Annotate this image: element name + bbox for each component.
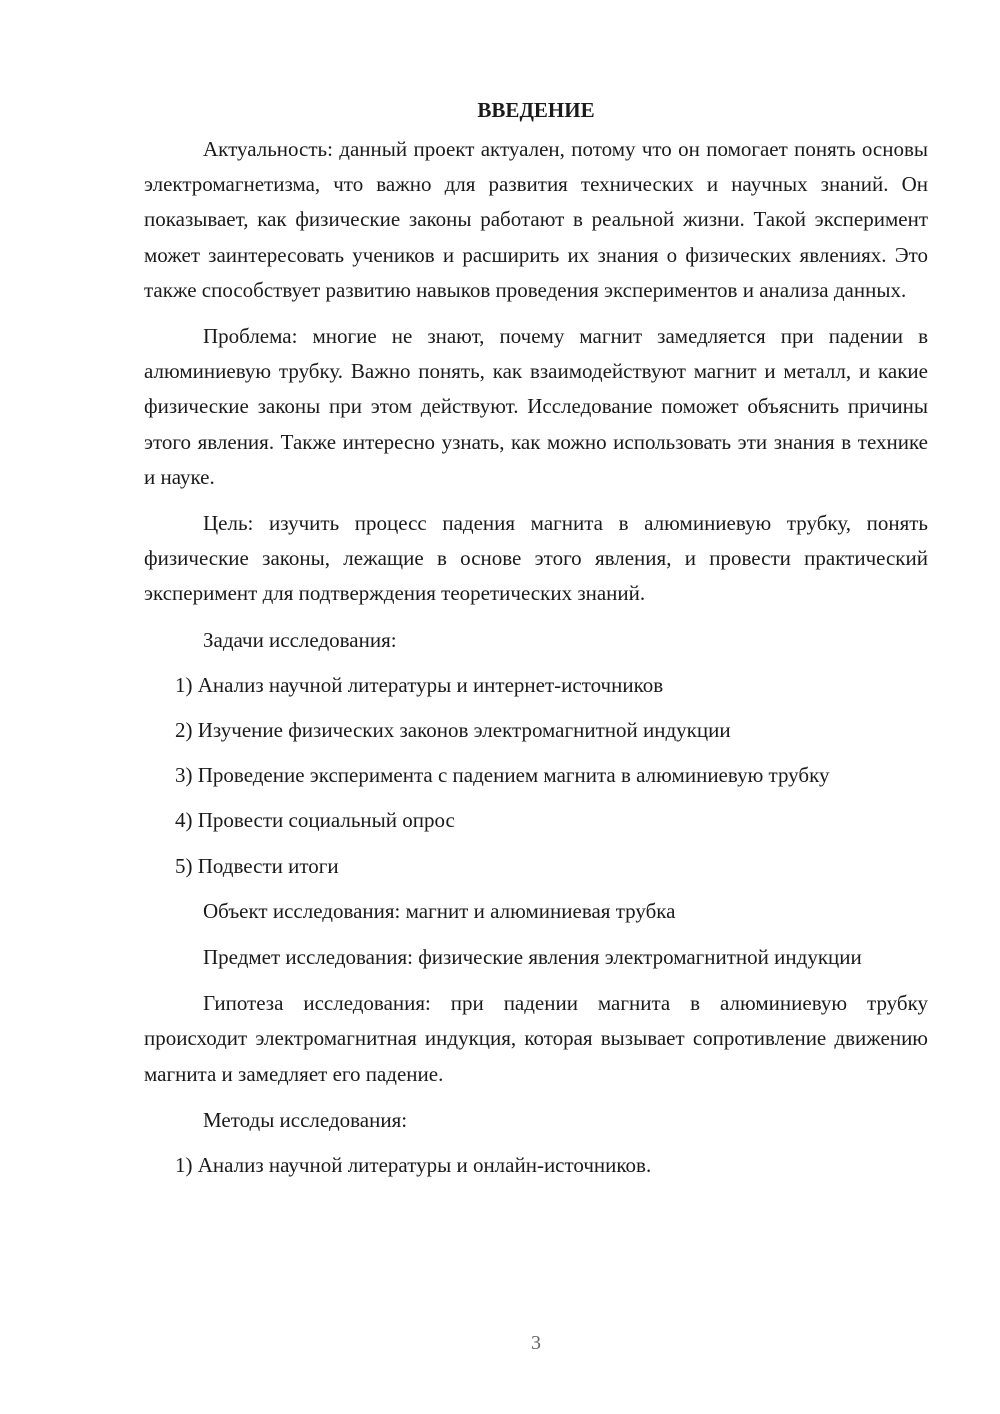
method-item: 1) Анализ научной литературы и онлайн-источников.	[175, 1153, 652, 1178]
task-item: 2) Изучение физических законов электромагнитной индукции	[175, 718, 731, 743]
document-page	[144, 92, 928, 1193]
methods-heading: Методы исследования:	[203, 1107, 408, 1132]
task-item: 1) Анализ научной литературы и интернет-источников	[175, 672, 664, 697]
page-number: 3	[531, 1332, 541, 1354]
tasks-heading: Задачи исследования:	[203, 627, 397, 652]
section-title: ВВЕДЕНИЕ	[477, 98, 595, 122]
problem-paragraph: Проблема: многие не знают, почему магнит замедляется при падении в алюминиевую трубку. Важно понять, как взаимодействуют магнит и металл, и какие физические законы при этом действуют. Исследование поможет объяснить причины этого явления. Также интересно узнать, как можно использовать эти знания в технике и науке.	[144, 324, 928, 489]
relevance-paragraph: Актуальность: данный проект актуален, потому что он помогает понять основы электромагнетизма, что важно для развития технических и научных знаний. Он показывает, как физические законы работают в реальной жизни. Такой эксперимент может заинтересовать учеников и расширить их знания о физических явлениях. Это также способствует развитию навыков проведения экспериментов и анализа данных.	[144, 137, 928, 302]
hypothesis-paragraph: Гипотеза исследования: при падении магнита в алюминиевую трубку происходит электромагнитная индукция, которая вызывает сопротивление движению магнита и замедляет его падение.	[144, 991, 928, 1086]
subject-paragraph: Предмет исследования: физические явления электромагнитной индукции	[203, 945, 862, 970]
task-item: 5) Подвести итоги	[175, 853, 339, 878]
object-paragraph: Объект исследования: магнит и алюминиевая трубка	[203, 898, 676, 923]
goal-paragraph: Цель: изучить процесс падения магнита в алюминиевую трубку, понять физические законы, лежащие в основе этого явления, и провести практический эксперимент для подтверждения теоретических знаний.	[144, 511, 928, 606]
task-item: 4) Провести социальный опрос	[175, 808, 455, 833]
task-item: 3) Проведение эксперимента с падением магнита в алюминиевую трубку	[175, 763, 830, 788]
